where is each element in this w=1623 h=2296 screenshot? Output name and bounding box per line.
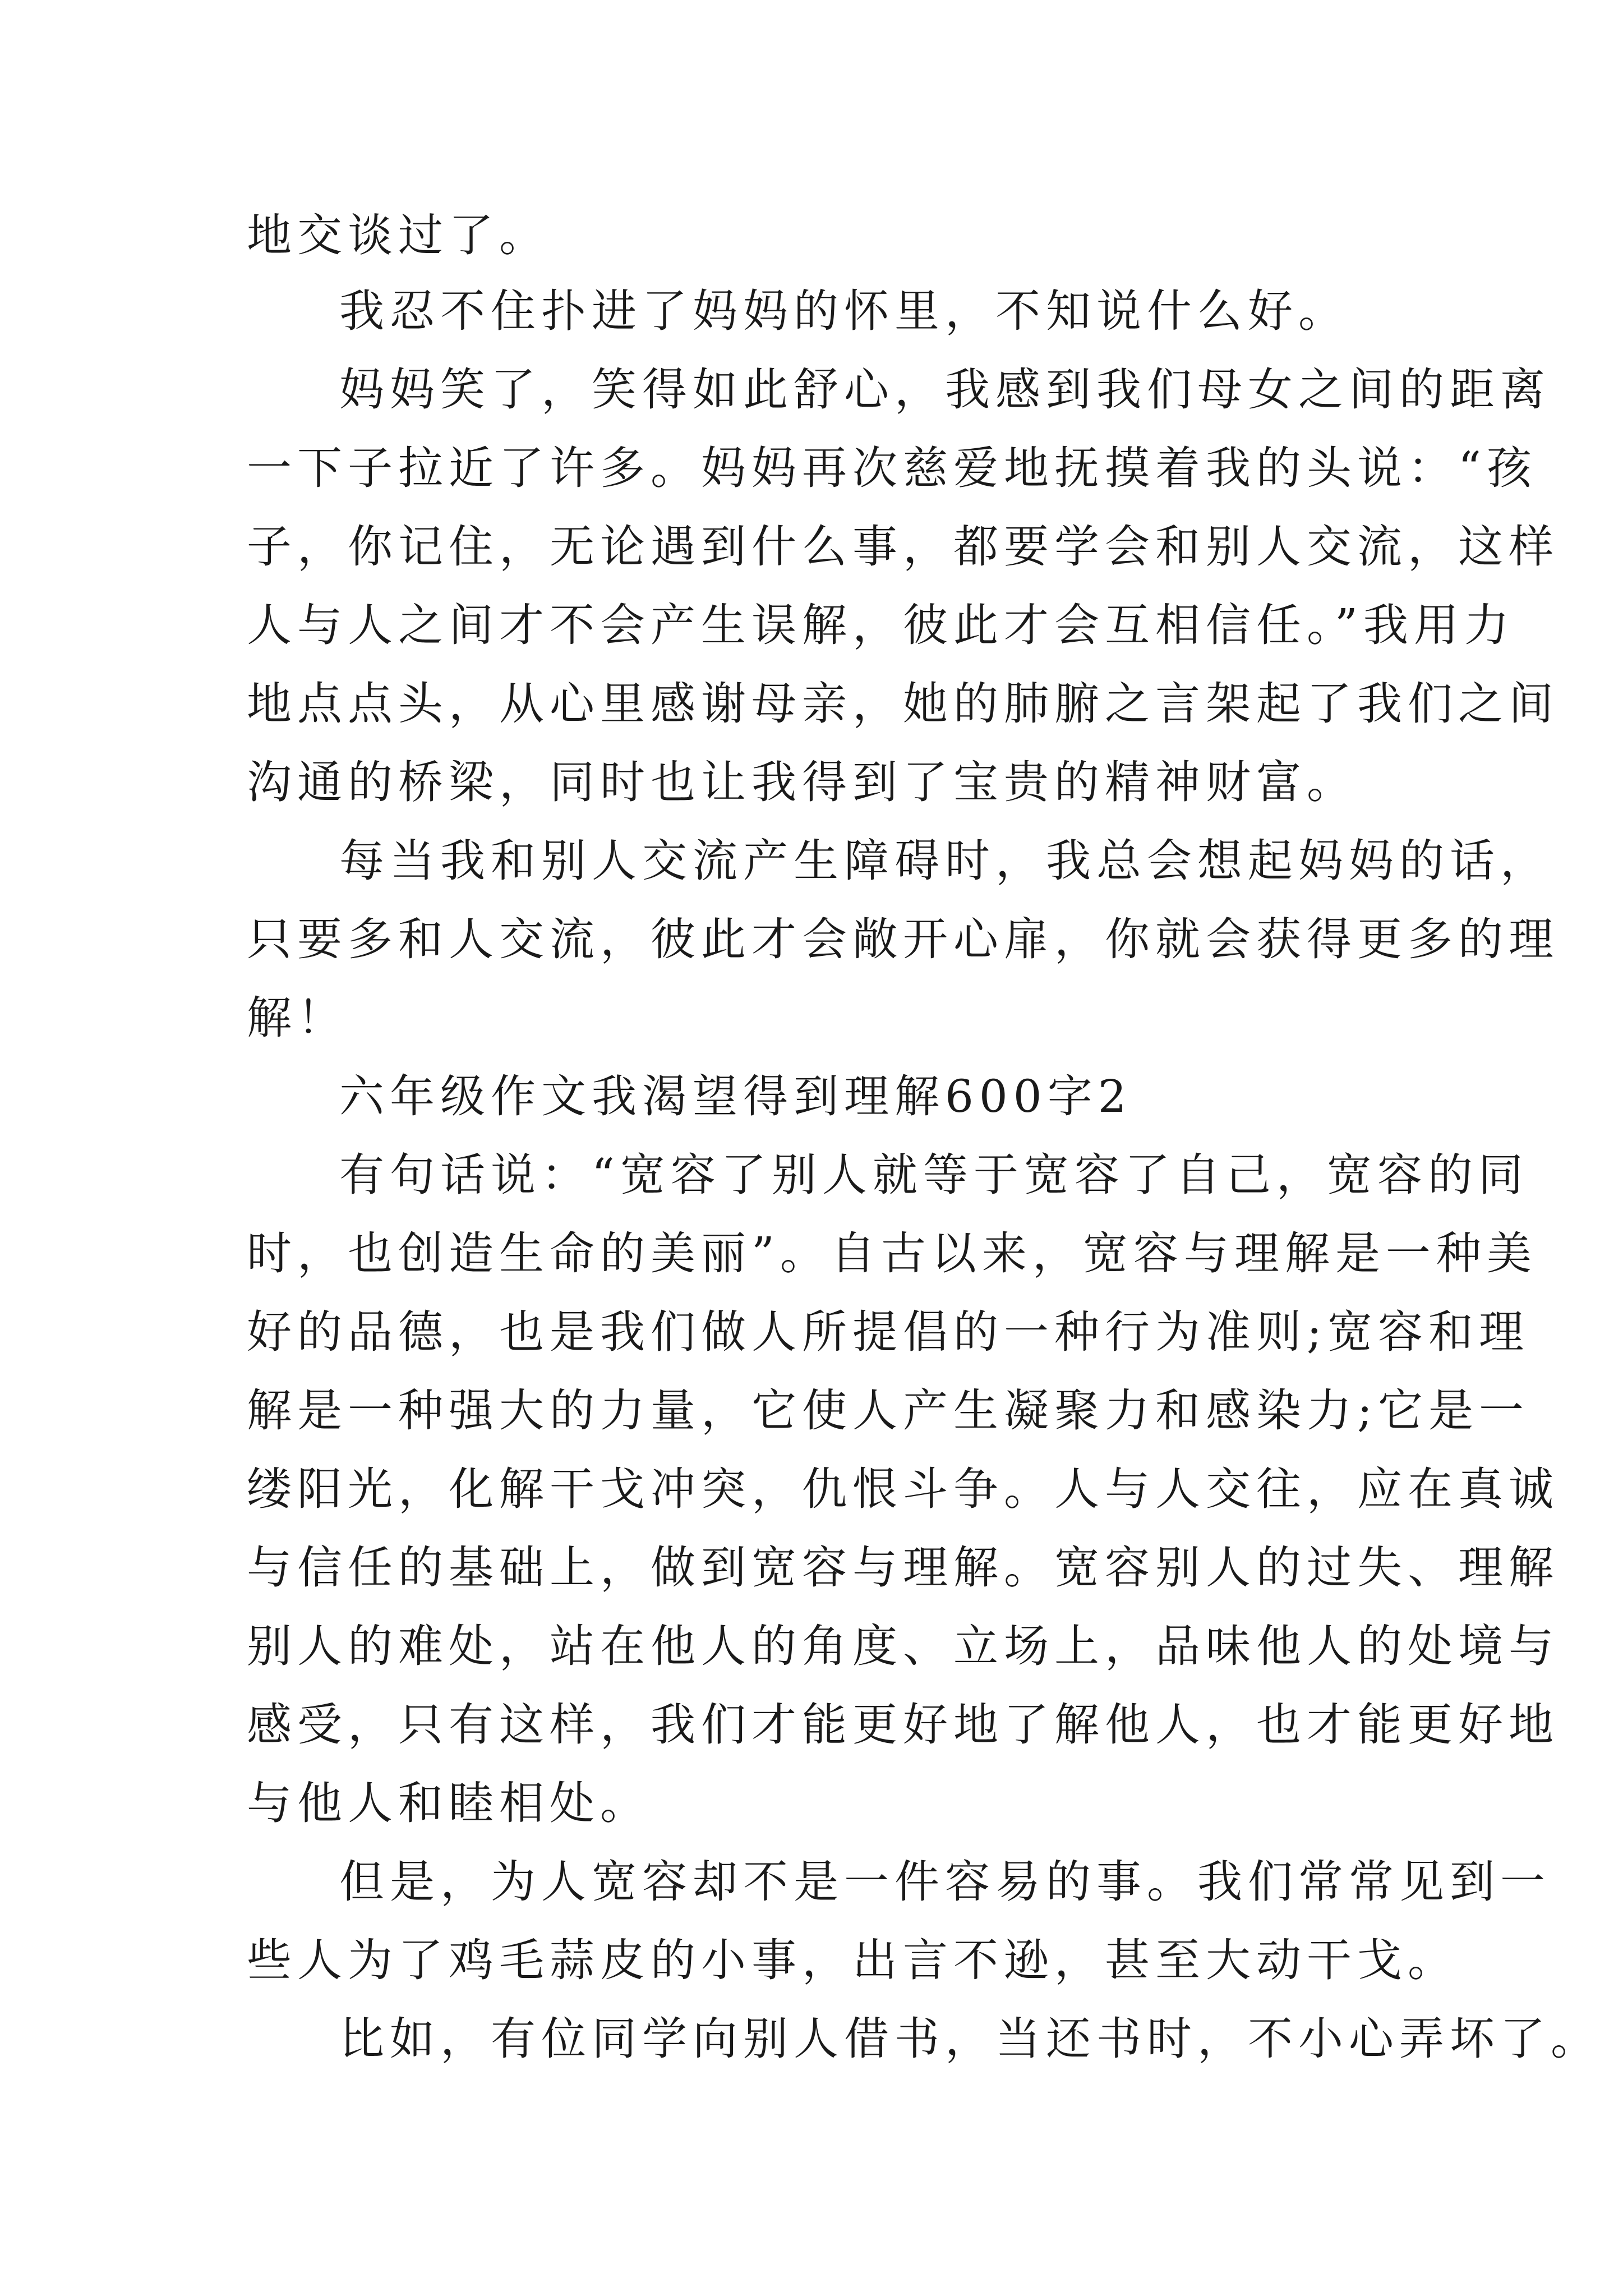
- text-line: 与他人和睦相处。: [247, 1777, 651, 1829]
- paragraph-first-line: 比如，有位同学向别人借书，当还书时，不小心弄坏了。: [339, 2013, 1601, 2065]
- paragraph-first-line: 我忍不住扑进了妈妈的怀里，不知说什么好。: [339, 285, 1349, 337]
- text-line: 与信任的基础上，做到宽容与理解。宽容别人的过失、理解: [247, 1542, 1559, 1594]
- text-line: 好的品德，也是我们做人所提倡的一种行为准则;宽容和理: [247, 1306, 1529, 1358]
- text-line: 解！: [247, 992, 348, 1044]
- paragraph-first-line: 有句话说：“宽容了别人就等于宽容了自己，宽容的同: [339, 1149, 1529, 1201]
- text-line: 解是一种强大的力量，它使人产生凝聚力和感染力;它是一: [247, 1384, 1529, 1437]
- text-line: 沟通的桥梁，同时也让我得到了宝贵的精神财富。: [247, 756, 1357, 808]
- text-line: 人与人之间才不会产生误解，彼此才会互相信任。”我用力: [247, 599, 1515, 651]
- text-line: 别人的难处，站在他人的角度、立场上，品味他人的处境与: [247, 1620, 1559, 1672]
- paragraph-first-line: 每当我和别人交流产生障碍时，我总会想起妈妈的话，: [339, 835, 1551, 887]
- text-line: 地交谈过了。: [247, 209, 550, 261]
- text-line: 子，你记住，无论遇到什么事，都要学会和别人交流，这样: [247, 521, 1559, 573]
- text-line: 时，也创造生命的美丽”。自古以来，宽容与理解是一种美: [247, 1227, 1537, 1280]
- section-title: 六年级作文我渴望得到理解600字2: [339, 1070, 1132, 1122]
- text-line: 地点点头，从心里感谢母亲，她的肺腑之言架起了我们之间: [247, 678, 1559, 730]
- text-line: 些人为了鸡毛蒜皮的小事，出言不逊，甚至大动干戈。: [247, 1934, 1458, 1986]
- text-line: 感受，只有这样，我们才能更好地了解他人，也才能更好地: [247, 1699, 1559, 1751]
- text-line: 只要多和人交流，彼此才会敞开心扉，你就会获得更多的理: [247, 913, 1559, 965]
- text-line: 缕阳光，化解干戈冲突，仇恨斗争。人与人交往，应在真诚: [247, 1463, 1559, 1515]
- text-line: 一下子拉近了许多。妈妈再次慈爱地抚摸着我的头说：“孩: [247, 442, 1537, 494]
- paragraph-first-line: 妈妈笑了，笑得如此舒心，我感到我们母女之间的距离: [339, 364, 1551, 416]
- paragraph-first-line: 但是，为人宽容却不是一件容易的事。我们常常见到一: [339, 1856, 1551, 1908]
